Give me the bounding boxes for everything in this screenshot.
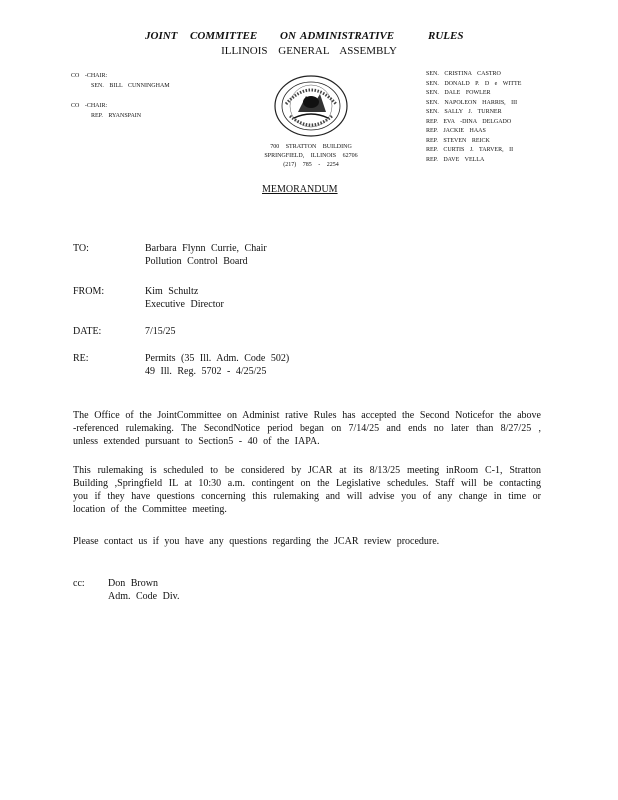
address-line: SPRINGFIELD, ILLINOIS 62706 — [264, 153, 358, 159]
memorandum-heading: MEMORANDUM — [262, 184, 338, 195]
title-word: ADMINISTRATIVE — [300, 30, 395, 42]
to-line: Barbara Flynn Currie, Chair — [145, 243, 267, 254]
cochair-label: CO -CHAIR: — [71, 73, 108, 79]
re-line: 49 Ill. Reg. 5702 - 4/25/25 — [145, 366, 267, 377]
committee-address — [250, 143, 372, 170]
cochair-name: SEN. BILL CUNNINGHAM — [91, 83, 170, 89]
title-word: COMMITTEE — [190, 30, 258, 42]
member-item: REP. CURTIS J. TARVER, II — [426, 147, 514, 153]
to-value — [145, 242, 267, 268]
from-label: FROM: — [73, 286, 105, 297]
cc-line: Adm. Code Div. — [108, 591, 180, 602]
cochair-1 — [71, 72, 170, 90]
member-item: REP. DAVE VELLA — [426, 156, 485, 163]
member-list — [426, 70, 521, 165]
address-line: 700 STRATTON BUILDING — [270, 144, 352, 150]
member-item: REP. STEVEN REICK — [426, 137, 490, 144]
member-item: REP. JACKIE HAAS — [426, 128, 486, 134]
body-paragraph: This rulemaking is scheduled to be considered by JCAR at its 8/13/25 meeting inRoom C-1, Stratton Building ,Springfield IL at 10:30 a.m. contingent on the Legislative schedules. Staff will be contacting you if they have questions concerning this rulemaking and will advise you of any change in time or location of the Committee meeting. — [73, 465, 541, 515]
member-item: SEN. CRISTINA CASTRO — [426, 71, 501, 77]
to-label: TO: — [73, 243, 89, 254]
cochair-label: CO -CHAIR: — [71, 103, 108, 109]
cc-label: cc: — [73, 578, 85, 589]
body-paragraph: The Office of the JointCommittee on Administ rative Rules has accepted the Second Noticefor the above -referenced rulemaking. The SecondNotice period began on 7/14/25 and ends no later than 8/27/25 , unless extended pursuant to Section5 - 40 of the IAPA. — [73, 410, 541, 447]
to-line: Pollution Control Board — [145, 256, 248, 267]
re-value — [145, 352, 289, 378]
cochair-2 — [71, 102, 141, 120]
title-word: ON — [280, 30, 296, 42]
from-line: Kim Schultz — [145, 286, 199, 297]
cc-line: Don Brown — [108, 578, 158, 589]
cochair-name: REP. RYANSPAIN — [91, 113, 142, 119]
title-word: RULES — [428, 30, 464, 42]
address-phone: (217) 785 - 2254 — [283, 162, 339, 168]
member-item: SEN. SALLY J. TURNER — [426, 109, 502, 115]
cc-value — [108, 577, 179, 603]
date-label: DATE: — [73, 326, 102, 337]
from-value — [145, 285, 224, 311]
re-line: Permits (35 Ill. Adm. Code 502) — [145, 353, 290, 364]
illinois-seal-icon — [268, 74, 354, 138]
from-line: Executive Director — [145, 299, 224, 310]
re-label: RE: — [73, 353, 89, 364]
date-value: 7/15/25 — [145, 326, 176, 337]
member-item: REP. EVA -DINA DELGADO — [426, 118, 512, 125]
body-paragraph: Please contact us if you have any questions regarding the JCAR review procedure. — [73, 536, 440, 547]
member-item: SEN. NAPOLEON HARRIS, III — [426, 99, 518, 106]
member-item: SEN. DONALD P. D e WITTE — [426, 80, 522, 87]
member-item: SEN. DALE FOWLER — [426, 90, 491, 96]
title-word: JOINT — [145, 30, 178, 42]
assembly-subtitle: ILLINOIS GENERAL ASSEMBLY — [221, 45, 397, 57]
